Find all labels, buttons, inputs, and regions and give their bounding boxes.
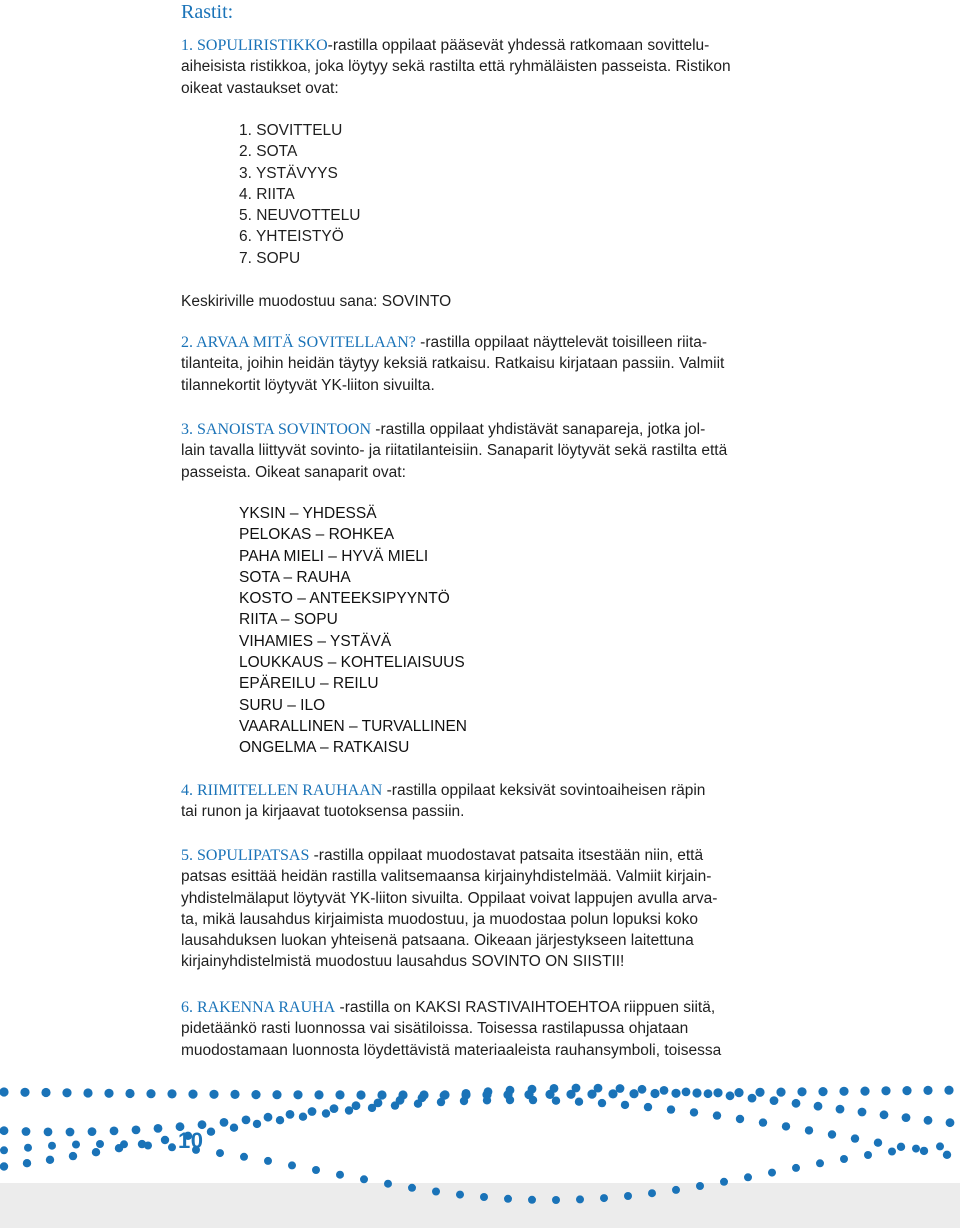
- decor-dot: [72, 1141, 80, 1149]
- section-4-title: 4. RIIMITELLEN RAUHAAN: [181, 782, 383, 799]
- decor-dot: [671, 1089, 680, 1098]
- decor-dot: [696, 1182, 704, 1190]
- list-item: SURU – ILO: [239, 696, 326, 714]
- list-item: 6. YHTEISTYÖ: [239, 228, 344, 246]
- list-item: 3. YSTÄVYYS: [239, 164, 338, 182]
- list-item: 4. RIITA: [239, 185, 295, 203]
- decor-dot: [345, 1106, 353, 1114]
- section-1-line-2: aiheisista ristikkoa, joka löytyy sekä rastilta että ryhmäläisten passeista. Ristikon: [181, 58, 731, 76]
- decor-dot: [293, 1090, 302, 1099]
- decor-dot: [0, 1146, 8, 1154]
- decor-dot: [272, 1090, 281, 1099]
- decor-dot: [713, 1088, 722, 1097]
- decor-dot: [864, 1151, 872, 1159]
- decor-dot: [188, 1090, 197, 1099]
- section-3-line-1: 3. SANOISTA SOVINTOON -rastilla oppilaat yhdistävät sanapareja, jotka jol-: [181, 421, 706, 438]
- section-6-title: 6. RAKENNA RAUHA: [181, 999, 336, 1016]
- section-4-text: [181, 780, 781, 823]
- decor-dot: [936, 1142, 944, 1150]
- list-item: LOUKKAUS – KOHTELIAISUUS: [239, 654, 465, 672]
- decor-dot: [44, 1128, 53, 1137]
- section-3-text: [181, 419, 781, 483]
- decor-dot: [314, 1090, 323, 1099]
- list-item: VAARALLINEN – TURVALLINEN: [239, 717, 467, 735]
- decor-dot: [858, 1108, 867, 1117]
- decor-dot: [776, 1088, 785, 1097]
- decor-dot: [644, 1103, 652, 1111]
- decor-dot: [20, 1088, 29, 1097]
- decor-dot: [0, 1162, 8, 1170]
- list-item: RIITA – SOPU: [239, 611, 338, 629]
- decor-dot: [352, 1101, 361, 1110]
- decor-dot: [207, 1128, 215, 1136]
- decor-dot: [92, 1148, 100, 1156]
- decor-dot: [946, 1118, 955, 1127]
- decor-dot: [920, 1147, 928, 1155]
- dotted-wave-decoration: [0, 1060, 960, 1228]
- decor-dot: [851, 1134, 859, 1142]
- decor-dot: [924, 1116, 933, 1125]
- decor-dot: [902, 1113, 911, 1122]
- decor-dot: [22, 1127, 31, 1136]
- decor-dot: [322, 1109, 330, 1117]
- decor-dot: [616, 1084, 625, 1093]
- decor-dot: [880, 1110, 889, 1119]
- decor-dot: [23, 1159, 31, 1167]
- decor-dot: [88, 1127, 97, 1136]
- list-item: PAHA MIELI – HYVÄ MIELI: [239, 547, 429, 565]
- decor-dot: [839, 1087, 848, 1096]
- section-3-line-3: passeista. Oikeat sanaparit ovat:: [181, 463, 406, 481]
- decor-dot: [648, 1189, 656, 1197]
- decor-dot: [621, 1101, 629, 1109]
- section-5-line-1: 5. SOPULIPATSAS -rastilla oppilaat muodostavat patsaita itsestään niin, että: [181, 847, 704, 864]
- decor-dot: [782, 1122, 790, 1130]
- decor-dot: [667, 1105, 675, 1113]
- decor-dot: [384, 1180, 392, 1188]
- decor-dot: [286, 1110, 295, 1119]
- decor-dot: [96, 1140, 104, 1148]
- decor-dot: [456, 1191, 464, 1199]
- decor-dot: [120, 1140, 128, 1148]
- decor-dot: [814, 1102, 823, 1111]
- decor-dot: [377, 1090, 386, 1099]
- decor-dot: [792, 1164, 800, 1172]
- decor-dot: [312, 1166, 320, 1174]
- decor-dot: [529, 1096, 537, 1104]
- decor-dot: [69, 1152, 77, 1160]
- decor-dot: [768, 1169, 776, 1177]
- decor-dot: [759, 1118, 767, 1126]
- section-2-line-3: tilannekortit löytyvät YK-liiton sivuilta.: [181, 376, 435, 394]
- decor-dot: [360, 1175, 368, 1183]
- section-6-line-3: muodostamaan luonnosta löydettävistä materiaaleista rauhansymboli, toisessa: [181, 1041, 722, 1059]
- decor-dot: [484, 1087, 493, 1096]
- decor-dot: [874, 1139, 882, 1147]
- decor-dot: [0, 1087, 9, 1096]
- decor-dot: [432, 1188, 440, 1196]
- decor-dot: [240, 1153, 248, 1161]
- decor-dot: [264, 1157, 272, 1165]
- decor-dot: [0, 1126, 8, 1135]
- decor-dot: [902, 1086, 911, 1095]
- decor-dot: [792, 1099, 801, 1108]
- decor-dot: [943, 1151, 951, 1159]
- decor-dot: [576, 1195, 584, 1203]
- decor-dot: [276, 1116, 284, 1124]
- decor-dot: [944, 1086, 953, 1095]
- decor-dot: [483, 1096, 491, 1104]
- list-item: ONGELMA – RATKAISU: [239, 739, 410, 757]
- decor-dot: [692, 1088, 701, 1097]
- decor-dot: [46, 1156, 54, 1164]
- decor-dot: [594, 1084, 603, 1093]
- list-item: VIHAMIES – YSTÄVÄ: [239, 632, 392, 650]
- decor-dot: [330, 1104, 339, 1113]
- decor-dot: [770, 1096, 779, 1105]
- decor-dot: [504, 1195, 512, 1203]
- decor-dot: [242, 1116, 251, 1125]
- decor-dot: [460, 1097, 468, 1105]
- decor-dot: [528, 1196, 536, 1204]
- decor-dot: [251, 1090, 260, 1099]
- decor-dot: [598, 1099, 606, 1107]
- decor-dot: [220, 1118, 229, 1127]
- decor-dot: [336, 1171, 344, 1179]
- decor-dot: [923, 1086, 932, 1095]
- list-item: 2. SOTA: [239, 143, 298, 161]
- decor-dot: [24, 1144, 32, 1152]
- solution-word: SOVINTO: [381, 293, 452, 310]
- decor-dot: [629, 1089, 638, 1098]
- list-item: YKSIN – YHDESSÄ: [239, 505, 377, 522]
- decor-dot: [650, 1089, 659, 1098]
- decor-dot: [83, 1088, 92, 1097]
- decor-dot: [167, 1089, 176, 1098]
- section-1-text: [181, 35, 781, 99]
- section-3-line-2: lain tavalla liittyvät sovinto- ja riitatilanteisiin. Sanaparit löytyvät sekä rastilta että: [181, 442, 728, 460]
- decor-dot: [682, 1088, 691, 1097]
- decor-dot: [550, 1084, 559, 1093]
- section-5-title: 5. SOPULIPATSAS: [181, 847, 310, 864]
- decor-dot: [690, 1108, 698, 1116]
- word-pairs-list: [239, 503, 467, 759]
- section-1-title: 1. SOPULIRISTIKKO: [181, 37, 328, 54]
- crossword-answers-list: [239, 120, 360, 269]
- section-3-title: 3. SANOISTA SOVINTOON: [181, 421, 371, 438]
- decor-dot: [506, 1086, 515, 1095]
- decor-dot: [48, 1142, 56, 1150]
- decor-dot: [253, 1120, 261, 1128]
- decor-dot: [828, 1130, 836, 1138]
- decor-dot: [840, 1155, 848, 1163]
- decor-dot: [480, 1193, 488, 1201]
- decor-dot: [726, 1091, 735, 1100]
- decor-dot: [836, 1105, 845, 1114]
- decor-dot: [744, 1173, 752, 1181]
- list-item: PELOKAS – ROHKEA: [239, 526, 395, 544]
- list-item: SOTA – RAUHA: [239, 568, 351, 586]
- section-5-line-5: lausahduksen luokan yhteisenä patsaana. Oikeaan järjestykseen laitettuna: [181, 932, 694, 950]
- decor-dot: [66, 1128, 75, 1137]
- list-item: 7. SOPU: [239, 249, 301, 267]
- decor-dot: [912, 1145, 920, 1153]
- section-4-line-2: tai runon ja kirjaavat tuotoksensa passiin.: [181, 803, 465, 821]
- decor-dot: [624, 1192, 632, 1200]
- decor-dot: [704, 1089, 713, 1098]
- section-2-line-1: 2. ARVAA MITÄ SOVITELLAAN? -rastilla oppilaat näyttelevät toisilleen riita-: [181, 334, 708, 351]
- decor-dot: [264, 1113, 273, 1122]
- section-6-line-2: pidetäänkö rasti luonnossa vai sisätiloissa. Toisessa rastilapussa ohjataan: [181, 1020, 689, 1038]
- section-2-title: 2. ARVAA MITÄ SOVITELLAAN?: [181, 334, 416, 351]
- decor-dot: [755, 1088, 764, 1097]
- section-2-line-2: tilanteita, joihin heidän täytyy keksiä ratkaisu. Ratkaisu kirjataan passiin. Valmiit: [181, 355, 725, 373]
- decor-dot: [600, 1194, 608, 1202]
- decor-dot: [146, 1089, 155, 1098]
- decor-dot: [672, 1186, 680, 1194]
- decor-dot: [462, 1089, 471, 1098]
- decor-dot: [797, 1087, 806, 1096]
- decor-dot: [154, 1124, 163, 1133]
- decor-dot: [356, 1090, 365, 1099]
- decor-dot: [638, 1085, 647, 1094]
- list-item: KOSTO – ANTEEKSIPYYNTÖ: [239, 590, 450, 608]
- section-4-line-1: 4. RIIMITELLEN RAUHAAN -rastilla oppilaat keksivät sovintoaiheisen räpin: [181, 782, 706, 799]
- decor-dot: [888, 1148, 896, 1156]
- section-2-text: [181, 332, 781, 396]
- list-item: EPÄREILU – REILU: [239, 675, 379, 693]
- section-6-line-1: 6. RAKENNA RAUHA -rastilla on KAKSI RASTIVAIHTOEHTOA riippuen siitä,: [181, 999, 716, 1016]
- section-1-line-1: 1. SOPULIRISTIKKO-rastilla oppilaat pääsevät yhdessä ratkomaan sovittelu-: [181, 37, 710, 54]
- section-6-text: [181, 997, 781, 1061]
- decor-dot: [818, 1087, 827, 1096]
- section-5-line-3: yhdistelmälaput löytyvät YK-liiton sivuilta. Oppilaat voivat lappujen avulla arva-: [181, 889, 718, 907]
- decor-dot: [805, 1126, 813, 1134]
- middle-row-word-line: Keskiriville muodostuu sana: SOVINTO: [181, 293, 452, 310]
- decor-dot: [660, 1086, 669, 1095]
- decor-dot: [132, 1126, 141, 1135]
- decor-dot: [299, 1113, 307, 1121]
- decor-dot: [408, 1184, 416, 1192]
- decor-dot: [748, 1094, 757, 1103]
- page-heading: Rastit:: [181, 1, 234, 23]
- decor-dot: [168, 1143, 176, 1151]
- decor-dot: [104, 1089, 113, 1098]
- section-5-line-4: ta, mikä lausahdus kirjaimista muodostuu, ja muodostaa polun lopuksi koko: [181, 910, 698, 928]
- decor-dot: [230, 1090, 239, 1099]
- section-1-line-3: oikeat vastaukset ovat:: [181, 79, 339, 97]
- decor-dot: [736, 1115, 744, 1123]
- decor-dot: [110, 1127, 119, 1136]
- decor-dot: [161, 1136, 169, 1144]
- decor-dot: [41, 1088, 50, 1097]
- decor-dot: [528, 1085, 537, 1094]
- decor-dot: [575, 1098, 583, 1106]
- decor-dot: [144, 1142, 152, 1150]
- decor-dot: [860, 1087, 869, 1096]
- decor-dot: [368, 1104, 376, 1112]
- decor-dot: [720, 1178, 728, 1186]
- decor-dot: [288, 1161, 296, 1169]
- decor-dot: [391, 1101, 399, 1109]
- decor-dot: [713, 1111, 721, 1119]
- decor-dot: [734, 1088, 743, 1097]
- section-5-line-2: patsas esittää heidän rastilla valitsemaansa kirjainyhdistelmää. Valmiit kirjain-: [181, 868, 712, 886]
- decor-dot: [552, 1097, 560, 1105]
- decor-dot: [308, 1107, 317, 1116]
- decor-dot: [437, 1098, 445, 1106]
- decor-dot: [897, 1143, 905, 1151]
- decor-dot: [506, 1096, 514, 1104]
- decor-dot: [216, 1149, 224, 1157]
- list-item: 5. NEUVOTTELU: [239, 207, 361, 225]
- page-number: 10: [178, 1128, 204, 1153]
- decor-dot: [62, 1088, 71, 1097]
- decor-dot: [230, 1124, 238, 1132]
- decor-dot: [414, 1100, 422, 1108]
- decor-dot: [125, 1089, 134, 1098]
- decor-dot: [552, 1196, 560, 1204]
- decor-dot: [209, 1090, 218, 1099]
- section-5-line-6: kirjainyhdistelmistä muodostuu lausahdus SOVINTO ON SIISTII!: [181, 953, 625, 971]
- decor-dot: [572, 1084, 581, 1093]
- decor-dot: [816, 1159, 824, 1167]
- decor-dot: [335, 1090, 344, 1099]
- section-5-text: [181, 845, 781, 973]
- list-item: 1. SOVITTELU: [239, 122, 343, 139]
- decor-dot: [881, 1086, 890, 1095]
